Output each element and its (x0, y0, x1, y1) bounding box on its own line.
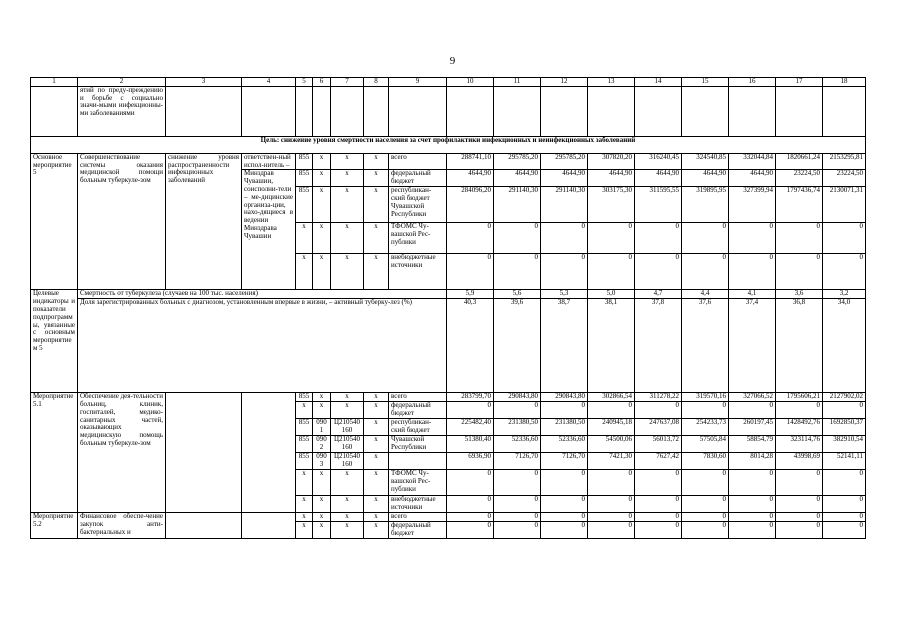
amount-value: 327399,94 (729, 187, 776, 223)
amount-value: 54500,06 (588, 436, 635, 453)
om5-block (31, 153, 866, 290)
funding-source: федеральный бюджет (389, 402, 447, 419)
funding-source: Чувашской Республики (389, 436, 447, 453)
empty-cell (242, 393, 296, 513)
column-number: 12 (541, 78, 588, 87)
amount-value: 0 (682, 470, 729, 496)
amount-value: 0 (635, 522, 682, 539)
indicator-value: 37,6 (682, 299, 729, 393)
amount-value: 332044,84 (729, 153, 776, 170)
indicator-label: Смертность от туберкулеза (случаев на 100 тыс. населения) (78, 290, 447, 299)
target-article-code: x (331, 513, 364, 522)
amount-value: 0 (494, 522, 541, 539)
m51-block (31, 393, 866, 513)
amount-value: 0 (682, 402, 729, 419)
section-code: 0903 (313, 453, 331, 470)
funding-source: внебюджетные источники (389, 496, 447, 513)
grbs-code: x (296, 522, 313, 539)
target-article-code: Ц210540 160 (331, 436, 364, 453)
amount-value: 260197,45 (729, 419, 776, 436)
amount-value: 0 (682, 513, 729, 522)
amount-value: 0 (494, 254, 541, 290)
amount-value: 0 (494, 470, 541, 496)
amount-value: 288741,10 (447, 153, 494, 170)
target-article-code: x (331, 496, 364, 513)
funding-source: ТФОМС Чу-вашской Рес-публики (389, 470, 447, 496)
section-code: x (313, 522, 331, 539)
section-code: x (313, 170, 331, 187)
amount-value: 4644,90 (729, 170, 776, 187)
amount-value: 1428492,76 (776, 419, 823, 436)
indicator-value: 4,1 (729, 290, 776, 299)
indicator-value: 37,4 (729, 299, 776, 393)
amount-value: 290843,80 (541, 393, 588, 402)
table-row (31, 513, 866, 522)
funding-source: федеральный бюджет (389, 522, 447, 539)
amount-value: 0 (823, 522, 866, 539)
amount-value: 0 (682, 223, 729, 254)
amount-value: 0 (682, 522, 729, 539)
column-number: 17 (776, 78, 823, 87)
funding-source: внебюджетные источники (389, 254, 447, 290)
activity-name: Мероприятие 5.2 (31, 513, 78, 539)
amount-value: 56013,72 (635, 436, 682, 453)
section-code: x (313, 153, 331, 170)
column-number: 6 (313, 78, 331, 87)
amount-value: 8014,28 (729, 453, 776, 470)
expense-group-code: x (364, 496, 389, 513)
expense-group-code: x (364, 436, 389, 453)
amount-value: 57505,84 (682, 436, 729, 453)
amount-value: 311278,22 (635, 393, 682, 402)
section-code: x (313, 402, 331, 419)
amount-value: 23224,50 (776, 170, 823, 187)
expense-group-code: x (364, 402, 389, 419)
amount-value: 4644,90 (541, 170, 588, 187)
column-number: 1 (31, 78, 78, 87)
amount-value: 0 (588, 522, 635, 539)
target-article-code: x (331, 393, 364, 402)
amount-value: 0 (541, 496, 588, 513)
indicator-row (31, 299, 866, 393)
grbs-code: 855 (296, 153, 313, 170)
funding-source: всего (389, 393, 447, 402)
funding-source: всего (389, 153, 447, 170)
amount-value: 0 (776, 254, 823, 290)
column-number: 3 (166, 78, 242, 87)
column-number: 13 (588, 78, 635, 87)
indicator-value: 34,0 (823, 299, 866, 393)
amount-value: 0 (635, 254, 682, 290)
target-article-code: x (331, 187, 364, 223)
indicator-value: 5,9 (447, 290, 494, 299)
grbs-code: 855 (296, 436, 313, 453)
amount-value: 0 (447, 223, 494, 254)
amount-value: 0 (729, 223, 776, 254)
indicator-value: 38,1 (588, 299, 635, 393)
amount-value: 231380,50 (494, 419, 541, 436)
goal-row (31, 136, 866, 153)
amount-value: 0 (588, 223, 635, 254)
amount-value: 58854,79 (729, 436, 776, 453)
amount-value: 23224,50 (823, 170, 866, 187)
amount-value: 291140,30 (541, 187, 588, 223)
amount-value: 0 (635, 402, 682, 419)
column-number: 7 (331, 78, 364, 87)
amount-value: 0 (823, 223, 866, 254)
indicator-value: 3,2 (823, 290, 866, 299)
continuation-text: ятий по преду-преждению и борьбе с социально значи-мыми инфекционны-ми заболеваниями (78, 86, 166, 136)
amount-value: 0 (729, 522, 776, 539)
amount-value: 0 (776, 470, 823, 496)
indicator-value: 5,3 (541, 290, 588, 299)
amount-value: 319895,95 (682, 187, 729, 223)
amount-value: 247637,08 (635, 419, 682, 436)
amount-value: 316240,45 (635, 153, 682, 170)
grbs-code: x (296, 254, 313, 290)
amount-value: 0 (447, 470, 494, 496)
column-number: 5 (296, 78, 313, 87)
column-number: 9 (389, 78, 447, 87)
amount-value: 231380,50 (541, 419, 588, 436)
amount-value: 0 (541, 402, 588, 419)
amount-value: 254233,73 (682, 419, 729, 436)
indicator-label: Доля зарегистрированных больных с диагнозом, установленным впервые в жизни, – активный туберку-лез (%) (78, 299, 447, 393)
grbs-code: x (296, 470, 313, 496)
amount-value: 0 (494, 496, 541, 513)
column-number: 18 (823, 78, 866, 87)
grbs-code: 855 (296, 170, 313, 187)
indicator-value: 5,6 (494, 290, 541, 299)
table-row (31, 153, 866, 170)
target-article-code: x (331, 470, 364, 496)
amount-value: 382910,54 (823, 436, 866, 453)
amount-value: 284096,20 (447, 187, 494, 223)
column-number: 2 (78, 78, 166, 87)
section-code: x (313, 254, 331, 290)
co-executors: Минздрав Чувашии, соисполни-тели – ме-дицинские организа-ции, нахо-дящиеся в ведении Минздрава Чувашии (242, 170, 296, 290)
amount-value: 0 (635, 496, 682, 513)
amount-value: 0 (823, 513, 866, 522)
amount-value: 4644,90 (447, 170, 494, 187)
amount-value: 0 (588, 254, 635, 290)
activity-description: Совершенствование системы оказания медицинской помощи больным туберкуле-зом (78, 153, 166, 290)
amount-value: 290843,80 (494, 393, 541, 402)
section-code: x (313, 187, 331, 223)
target-article-code: x (331, 223, 364, 254)
budget-table (30, 77, 866, 539)
amount-value: 0 (541, 513, 588, 522)
amount-value: 302866,54 (588, 393, 635, 402)
section-code: x (313, 223, 331, 254)
target-article-code: x (331, 522, 364, 539)
column-number: 8 (364, 78, 389, 87)
funding-source: ТФОМС Чу-вашской Рес-публики (389, 223, 447, 254)
grbs-code: 855 (296, 187, 313, 223)
funding-source: федеральный бюджет (389, 170, 447, 187)
column-number: 15 (682, 78, 729, 87)
amount-value: 0 (635, 470, 682, 496)
amount-value: 0 (588, 402, 635, 419)
amount-value: 52141,11 (823, 453, 866, 470)
activity-description: Обеспечение дея-тельности больниц, клиник, госпиталей, медико-санитарных частей, оказывающих медицинскую помощь больным туберкуле-зом (78, 393, 166, 513)
amount-value: 0 (588, 470, 635, 496)
grbs-code: x (296, 513, 313, 522)
amount-value: 6936,90 (447, 453, 494, 470)
expense-group-code: x (364, 513, 389, 522)
expense-group-code: x (364, 453, 389, 470)
amount-value: 307820,20 (588, 153, 635, 170)
grbs-code: 855 (296, 453, 313, 470)
amount-value: 52336,60 (494, 436, 541, 453)
amount-value: 303175,30 (588, 187, 635, 223)
amount-value: 295785,20 (541, 153, 588, 170)
expense-group-code: x (364, 254, 389, 290)
expense-group-code: x (364, 470, 389, 496)
indicator-value: 39,6 (494, 299, 541, 393)
amount-value: 1820661,24 (776, 153, 823, 170)
funding-source (389, 453, 447, 470)
grbs-code: 855 (296, 419, 313, 436)
amount-value: 0 (823, 402, 866, 419)
amount-value: 240945,18 (588, 419, 635, 436)
amount-value: 1797436,74 (776, 187, 823, 223)
amount-value: 0 (729, 496, 776, 513)
amount-value: 51380,40 (447, 436, 494, 453)
expense-group-code: x (364, 187, 389, 223)
amount-value: 0 (447, 496, 494, 513)
amount-value: 0 (541, 522, 588, 539)
expense-group-code: x (364, 223, 389, 254)
activity-name: Основное мероприятие 5 (31, 153, 78, 290)
indicator-value: 4,4 (682, 290, 729, 299)
indicator-value: 3,6 (776, 290, 823, 299)
amount-value: 0 (729, 513, 776, 522)
amount-value: 2127902,02 (823, 393, 866, 402)
amount-value: 0 (823, 496, 866, 513)
amount-value: 7627,42 (635, 453, 682, 470)
amount-value: 4644,90 (588, 170, 635, 187)
amount-value: 0 (541, 470, 588, 496)
amount-value: 0 (494, 223, 541, 254)
amount-value: 7126,70 (541, 453, 588, 470)
amount-value: 0 (541, 223, 588, 254)
amount-value: 7126,70 (494, 453, 541, 470)
amount-value: 1795606,21 (776, 393, 823, 402)
page-number: 9 (449, 55, 456, 67)
column-number: 4 (242, 78, 296, 87)
grbs-code: x (296, 402, 313, 419)
empty-cell (166, 393, 242, 513)
continuation-row (31, 86, 866, 136)
amount-value: 0 (447, 513, 494, 522)
amount-value: 295785,20 (494, 153, 541, 170)
funding-source: республикан-ский бюджет (389, 419, 447, 436)
amount-value: 2130071,31 (823, 187, 866, 223)
amount-value: 0 (776, 522, 823, 539)
amount-value: 52336,60 (541, 436, 588, 453)
amount-value: 0 (776, 223, 823, 254)
amount-value: 1692850,37 (823, 419, 866, 436)
amount-value: 0 (729, 402, 776, 419)
responsible-executor: ответствен-ный испол-нитель – (242, 153, 296, 170)
indicator-row (31, 290, 866, 299)
amount-value: 311595,55 (635, 187, 682, 223)
amount-value: 0 (729, 254, 776, 290)
funding-source: всего (389, 513, 447, 522)
amount-value: 327066,52 (729, 393, 776, 402)
amount-value: 0 (635, 513, 682, 522)
expense-group-code: x (364, 170, 389, 187)
indicator-value: 37,8 (635, 299, 682, 393)
amount-value: 0 (823, 470, 866, 496)
amount-value: 324540,85 (682, 153, 729, 170)
column-number: 10 (447, 78, 494, 87)
amount-value: 319570,16 (682, 393, 729, 402)
indicator-value: 36,8 (776, 299, 823, 393)
column-number: 16 (729, 78, 776, 87)
targets-block (31, 290, 866, 393)
amount-value: 0 (682, 496, 729, 513)
amount-value: 7830,60 (682, 453, 729, 470)
activity-name: Мероприятие 5.1 (31, 393, 78, 513)
amount-value: 0 (635, 223, 682, 254)
amount-value: 0 (447, 254, 494, 290)
amount-value: 0 (447, 522, 494, 539)
expense-group-code: x (364, 393, 389, 402)
section-code: x (313, 496, 331, 513)
m52-block (31, 513, 866, 539)
table-row (31, 393, 866, 402)
amount-value: 323114,76 (776, 436, 823, 453)
amount-value: 0 (541, 254, 588, 290)
grbs-code: x (296, 496, 313, 513)
target-article-code: x (331, 170, 364, 187)
column-number: 11 (494, 78, 541, 87)
target-article-code: Ц210540 160 (331, 453, 364, 470)
indicator-value: 4,7 (635, 290, 682, 299)
grbs-code: 855 (296, 393, 313, 402)
target-article-code: Ц210540 160 (331, 419, 364, 436)
amount-value: 4644,90 (494, 170, 541, 187)
target-article-code: x (331, 402, 364, 419)
amount-value: 0 (776, 496, 823, 513)
amount-value: 283799,70 (447, 393, 494, 402)
amount-value: 4644,90 (682, 170, 729, 187)
amount-value: 0 (776, 402, 823, 419)
expense-group-code: x (364, 522, 389, 539)
indicator-value: 38,7 (541, 299, 588, 393)
grbs-code: x (296, 223, 313, 254)
activity-goal: снижение уровня распространенности инфекционных заболеваний (166, 153, 242, 290)
activity-description: Финансовое обеспе-чение закупок анти-бактериальных и (78, 513, 166, 539)
section-code: x (313, 513, 331, 522)
amount-value: 7421,30 (588, 453, 635, 470)
empty-cell (166, 513, 242, 539)
amount-value: 0 (494, 402, 541, 419)
target-article-code: x (331, 153, 364, 170)
amount-value: 0 (823, 254, 866, 290)
section-code: x (313, 393, 331, 402)
amount-value: 4644,90 (635, 170, 682, 187)
amount-value: 43998,69 (776, 453, 823, 470)
amount-value: 0 (776, 513, 823, 522)
section-code: 0901 (313, 419, 331, 436)
amount-value: 2153295,81 (823, 153, 866, 170)
targets-label: Целевые индикаторы и показатели подпрограммы, увязанные с основным мероприятием 5 (31, 290, 78, 393)
funding-source: республикан-ский бюджет Чувашской Республики (389, 187, 447, 223)
section-code: x (313, 470, 331, 496)
amount-value: 225482,40 (447, 419, 494, 436)
column-number: 14 (635, 78, 682, 87)
target-article-code: x (331, 254, 364, 290)
amount-value: 0 (588, 513, 635, 522)
amount-value: 0 (682, 254, 729, 290)
amount-value: 0 (494, 513, 541, 522)
expense-group-code: x (364, 419, 389, 436)
section-code: 0902 (313, 436, 331, 453)
expense-group-code: x (364, 153, 389, 170)
amount-value: 291140,30 (494, 187, 541, 223)
empty-cell (242, 513, 296, 539)
amount-value: 0 (447, 402, 494, 419)
amount-value: 0 (729, 470, 776, 496)
amount-value: 0 (588, 496, 635, 513)
goal-heading: Цель: снижение уровня смертности населения за счет профилактики инфекционных и неинфекционных заболеваний (31, 136, 866, 153)
indicator-value: 5,0 (588, 290, 635, 299)
column-number-row (31, 78, 866, 87)
indicator-value: 40,3 (447, 299, 494, 393)
